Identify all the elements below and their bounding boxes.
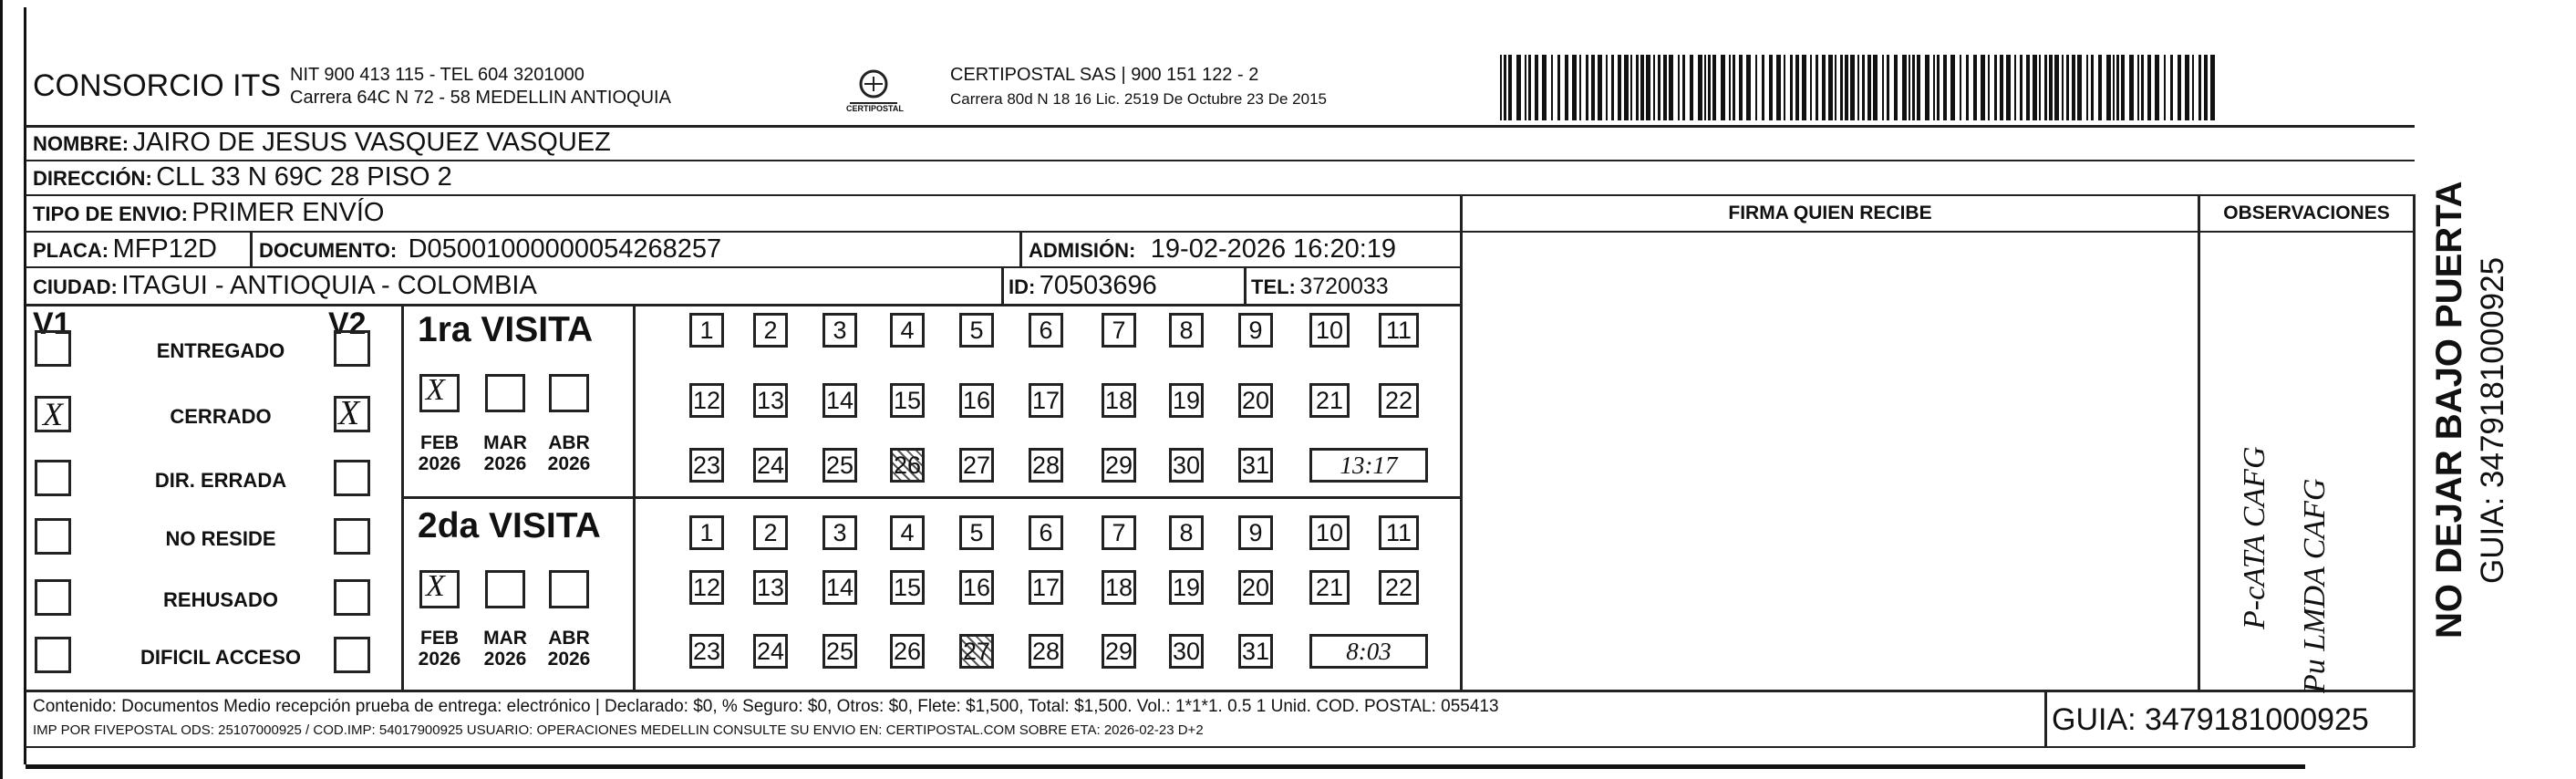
month-name: FEB <box>420 432 459 453</box>
second-visit-day-box[interactable]: 20 <box>1238 570 1273 605</box>
barcode-bar <box>2192 55 2194 120</box>
barcode-bar <box>1712 55 1716 120</box>
month-label <box>412 432 467 474</box>
barcode-bar <box>2049 55 2053 120</box>
name-label: NOMBRE: <box>33 132 129 155</box>
barcode-bar <box>2106 55 2111 120</box>
hline <box>26 160 2415 161</box>
month-name: MAR <box>483 628 527 649</box>
second-visit-day-box[interactable]: 3 <box>822 515 857 550</box>
first-visit-day-box[interactable]: 3 <box>822 313 857 348</box>
barcode-bar <box>1636 55 1639 120</box>
barcode-bar <box>1988 55 1990 120</box>
barcode-bar <box>2129 55 2134 120</box>
vline <box>1244 268 1247 305</box>
barcode-bar <box>1721 55 1725 120</box>
barcode-bar <box>2155 55 2159 120</box>
second-visit-day-box[interactable]: 26 <box>890 634 925 669</box>
first-visit-day-box[interactable]: 7 <box>1102 313 1136 348</box>
visit-option-label: ENTREGADO <box>156 339 285 362</box>
tel-label: TEL: <box>1251 275 1296 298</box>
admission-value: 19-02-2026 16:20:19 <box>1150 234 1397 264</box>
barcode-bar <box>1640 55 1644 120</box>
barcode-bar <box>2116 55 2119 120</box>
second-visit-day-box[interactable]: 18 <box>1102 570 1136 605</box>
barcode-bar <box>1810 55 1812 120</box>
bottom-edge <box>26 764 2305 769</box>
logo-text: CERTIPOSTAL <box>846 104 904 113</box>
imp-line: IMP POR FIVEPOSTAL ODS: 25107000925 / COD.IMP: 54017900925 USUARIO: OPERACIONES MEDELLIN CONSULTE SU ENVIO EN: CERTIPOSTAL.COM SOBRE ETA: 2026-02-23 D+2 <box>33 722 1204 738</box>
hline <box>26 194 2415 196</box>
month-year: 2026 <box>483 649 527 670</box>
month-name: MAR <box>483 432 527 453</box>
barcode-bar <box>1646 55 1650 120</box>
barcode-bar <box>2178 55 2181 120</box>
barcode-bar <box>1551 55 1553 120</box>
first-visit-day-box[interactable]: 29 <box>1102 448 1136 483</box>
inner-left-edge <box>24 7 26 764</box>
barcode-bar <box>2044 55 2047 120</box>
month-label <box>542 628 596 670</box>
barcode-bar <box>1784 55 1785 120</box>
courier-address: Carrera 80d N 18 16 Lic. 2519 De Octubre 23 De 2015 <box>950 90 1327 108</box>
barcode-bar <box>2072 55 2075 120</box>
first-visit-day-box[interactable]: 24 <box>753 448 788 483</box>
admission-field <box>1029 234 1396 265</box>
barcode-bar <box>1850 55 1855 120</box>
type-row <box>33 198 384 228</box>
barcode-bar <box>2033 55 2037 120</box>
v2-checkbox[interactable] <box>334 460 370 496</box>
barcode-bar <box>1618 55 1621 120</box>
first-visit-day-box[interactable]: 9 <box>1238 313 1273 348</box>
city-value: ITAGUI - ANTIOQUIA - COLOMBIA <box>121 271 537 300</box>
barcode-bar <box>1994 55 1997 120</box>
visit-option-label: REHUSADO <box>163 588 278 611</box>
first-visit-day-box[interactable]: 25 <box>822 448 857 483</box>
second-visit-day-box[interactable]: 10 <box>1309 515 1350 550</box>
barcode-bar <box>2062 55 2064 120</box>
barcode-bar <box>1565 55 1568 120</box>
barcode-bar <box>2077 55 2082 120</box>
barcode-bar <box>2026 55 2030 120</box>
first-visit-day-box[interactable]: 18 <box>1102 383 1136 418</box>
barcode-bar <box>1943 55 1947 120</box>
barcode-bar <box>2039 55 2041 120</box>
second-visit-title: 2da VISITA <box>418 506 601 545</box>
month-year: 2026 <box>418 649 461 670</box>
v1-checkbox[interactable] <box>35 330 71 367</box>
barcode-bar <box>1902 55 1907 120</box>
v1-checkbox[interactable] <box>35 637 71 673</box>
barcode-bar <box>1508 55 1512 120</box>
barcode-bar <box>1739 55 1743 120</box>
visit-option-label: DIFICIL ACCESO <box>140 646 301 669</box>
barcode-bar <box>1867 55 1871 120</box>
city-label: CIUDAD: <box>33 275 118 298</box>
second-visit-day-box[interactable]: 25 <box>822 634 857 669</box>
barcode-bar <box>1894 55 1898 120</box>
second-visit-day-box[interactable]: 21 <box>1309 570 1350 605</box>
barcode-bar <box>1504 55 1506 120</box>
v2-checkbox[interactable] <box>334 518 370 555</box>
id-field <box>1009 271 1157 301</box>
second-visit-day-box[interactable]: 19 <box>1169 570 1204 605</box>
first-visit-day-box[interactable]: 14 <box>822 383 857 418</box>
hline <box>403 496 1461 499</box>
first-visit-day-box[interactable]: 1 <box>689 313 724 348</box>
company-name: CONSORCIO ITS <box>33 68 282 103</box>
admission-label: ADMISIÓN: <box>1029 239 1136 262</box>
first-visit-day-box[interactable]: 2 <box>753 313 788 348</box>
second-visit-day-box[interactable]: 15 <box>890 570 925 605</box>
content-line: Contenido: Documentos Medio recepción prueba de entrega: electrónico | Declarado: $0, % Seguro: $0, Otros: $0, Flete: $1,500, Total: $1,500. Vol.: 1*1*1. 0.5 1 Unid. COD. POSTAL: 055413 <box>33 697 1499 716</box>
second-visit-day-box[interactable]: 1 <box>689 515 724 550</box>
signature-header: FIRMA QUIEN RECIBE <box>1728 203 1932 223</box>
barcode-bar <box>2000 55 2003 120</box>
barcode-bar <box>2164 55 2166 120</box>
second-visit-day-box[interactable]: 8 <box>1169 515 1204 550</box>
document-value: D05001000000054268257 <box>408 234 722 264</box>
month-checkbox[interactable] <box>485 374 525 412</box>
second-visit-day-box[interactable]: 17 <box>1029 570 1063 605</box>
barcode-bar <box>1769 55 1773 120</box>
barcode-bar <box>2137 55 2139 120</box>
first-visit-day-box[interactable]: 30 <box>1169 448 1204 483</box>
barcode-bar <box>2066 55 2069 120</box>
barcode-bar <box>1835 55 1836 120</box>
vline <box>2044 690 2047 746</box>
company-address: Carrera 64C N 72 - 58 MEDELLIN ANTIOQUIA <box>290 88 671 108</box>
first-visit-title: 1ra VISITA <box>418 310 594 349</box>
visit-option-label: DIR. ERRADA <box>154 469 287 492</box>
barcode-bar <box>1669 55 1673 120</box>
barcode-bar <box>2141 55 2144 120</box>
vline <box>1019 233 1022 267</box>
month-year: 2026 <box>483 453 527 474</box>
barcode-bar <box>2185 55 2189 120</box>
second-visit-day-box[interactable]: 16 <box>959 570 994 605</box>
barcode-bar <box>1729 55 1731 120</box>
barcode-bar <box>1909 55 1910 120</box>
barcode-bar <box>1857 55 1859 120</box>
month-label <box>412 628 467 670</box>
barcode-bar <box>1528 55 1531 120</box>
barcode-bar <box>1776 55 1781 120</box>
plate-value: MFP12D <box>112 234 217 264</box>
barcode-bar <box>1557 55 1560 120</box>
month-checkbox[interactable] <box>419 374 460 412</box>
shipment-type: PRIMER ENVÍO <box>191 198 385 227</box>
barcode-bar <box>1840 55 1843 120</box>
first-visit-day-box[interactable]: 26 <box>890 448 925 483</box>
address-row <box>33 162 452 192</box>
barcode-bar <box>1658 55 1660 120</box>
hline <box>26 690 2415 692</box>
hline <box>1463 231 2413 233</box>
barcode-bar <box>1816 55 1818 120</box>
visit-option-label: CERRADO <box>170 405 272 428</box>
first-visit-day-box[interactable]: 23 <box>689 448 724 483</box>
barcode-bar <box>2121 55 2125 120</box>
guia-box: GUIA: 3479181000925 <box>2052 702 2369 737</box>
certipostal-logo <box>846 64 904 119</box>
month-year: 2026 <box>547 649 591 670</box>
month-name: ABR <box>548 628 590 649</box>
second-visit-day-box[interactable]: 30 <box>1169 634 1204 669</box>
first-visit-day-box[interactable]: 28 <box>1029 448 1063 483</box>
first-visit-day-box[interactable]: 16 <box>959 383 994 418</box>
first-visit-day-box[interactable]: 20 <box>1238 383 1273 418</box>
courier-name: CERTIPOSTAL SAS | 900 151 122 - 2 <box>950 65 1259 85</box>
barcode-bar <box>1704 55 1706 120</box>
tel-field <box>1251 274 1389 300</box>
plate-field <box>33 234 217 265</box>
barcode-bar <box>1822 55 1826 120</box>
barcode-bar <box>1535 55 1538 120</box>
second-visit-day-box[interactable]: 12 <box>689 570 724 605</box>
barcode-bar <box>2198 55 2201 120</box>
second-visit-day-box[interactable]: 27 <box>959 634 994 669</box>
vline <box>1001 268 1004 305</box>
month-label <box>478 628 533 670</box>
month-name: ABR <box>548 432 590 453</box>
check-mark: X <box>43 396 63 432</box>
barcode-bar <box>1611 55 1614 120</box>
barcode-bar <box>1925 55 1929 120</box>
second-visit-day-box[interactable]: 2 <box>753 515 788 550</box>
barcode-bar <box>1960 55 1961 120</box>
first-visit-day-box[interactable]: 12 <box>689 383 724 418</box>
check-mark: X <box>338 394 360 432</box>
barcode-bar <box>2014 55 2016 120</box>
barcode-bar <box>1598 55 1602 120</box>
check-mark: X <box>426 569 445 603</box>
barcode-bar <box>2086 55 2088 120</box>
barcode-bar <box>1755 55 1757 120</box>
barcode-bar <box>1624 55 1629 120</box>
month-checkbox[interactable] <box>419 570 460 608</box>
barcode-bar <box>2147 55 2151 120</box>
second-visit-day-box[interactable]: 24 <box>753 634 788 669</box>
barcode-bar <box>1591 55 1595 120</box>
first-visit-day-box[interactable]: 6 <box>1029 313 1063 348</box>
second-visit-day-box[interactable]: 22 <box>1379 570 1419 605</box>
side-guia: GUIA: 3479181000925 <box>2475 256 2510 584</box>
v1-checkbox[interactable] <box>35 460 71 496</box>
first-visit-day-box[interactable]: 10 <box>1309 313 1350 348</box>
second-visit-day-box[interactable]: 13 <box>753 570 788 605</box>
barcode-bar <box>1933 55 1935 120</box>
barcode-bar <box>1966 55 1969 120</box>
month-label <box>478 432 533 474</box>
v2-checkbox[interactable] <box>334 330 370 367</box>
month-year: 2026 <box>418 453 461 474</box>
v1-checkbox[interactable] <box>35 396 71 432</box>
document-label: DOCUMENTO: <box>259 239 398 262</box>
barcode-bar <box>1733 55 1735 120</box>
barcode-bar <box>1937 55 1940 120</box>
barcode-bar <box>2091 55 2094 120</box>
hline <box>26 231 1462 233</box>
barcode-bar <box>1795 55 1799 120</box>
city-row <box>33 271 537 301</box>
month-year: 2026 <box>547 453 591 474</box>
barcode-bar <box>1630 55 1632 120</box>
barcode-bar <box>1698 55 1702 120</box>
barcode-bar <box>1500 55 1502 120</box>
recipient-address: CLL 33 N 69C 28 PISO 2 <box>156 162 452 192</box>
month-name: FEB <box>420 628 459 649</box>
barcode-bar <box>1572 55 1577 120</box>
second-visit-day-box[interactable]: 28 <box>1029 634 1063 669</box>
barcode-bar <box>2098 55 2102 120</box>
check-mark: X <box>426 373 445 407</box>
month-checkbox[interactable] <box>485 570 525 608</box>
company-nit: NIT 900 413 115 - TEL 604 3201000 <box>290 65 585 85</box>
recipient-name: JAIRO DE JESUS VASQUEZ VASQUEZ <box>132 128 611 157</box>
tel-value: 3720033 <box>1299 274 1389 299</box>
hline <box>26 746 2415 748</box>
v2-checkbox[interactable] <box>334 396 370 432</box>
barcode-bar <box>1973 55 1977 120</box>
barcode-bar <box>2006 55 2011 120</box>
barcode-bar <box>1525 55 1526 120</box>
first-visit-day-box[interactable]: 4 <box>890 313 925 348</box>
left-edge <box>0 0 3 779</box>
vline <box>1460 194 1463 691</box>
barcode-bar <box>1606 55 1608 120</box>
first-visit-day-box[interactable]: 21 <box>1309 383 1350 418</box>
name-row <box>33 128 611 158</box>
barcode-bar <box>1586 55 1588 120</box>
barcode-bar <box>1887 55 1889 120</box>
barcode-bar <box>2170 55 2173 120</box>
barcode-bar <box>2020 55 2023 120</box>
barcode-bar <box>2054 55 2059 120</box>
second-visit-day-box[interactable]: 6 <box>1029 515 1063 550</box>
barcode-bar <box>1746 55 1751 120</box>
barcode-bar <box>1873 55 1878 120</box>
vline <box>2198 194 2200 691</box>
first-visit-day-box[interactable]: 31 <box>1238 448 1273 483</box>
document-field <box>259 234 721 265</box>
barcode-bar <box>1678 55 1680 120</box>
vline <box>2413 194 2416 747</box>
barcode-bar <box>1653 55 1655 120</box>
barcode-bar <box>1516 55 1521 120</box>
v1-header: V1 <box>33 306 71 341</box>
barcode-bar <box>1762 55 1764 120</box>
v2-checkbox[interactable] <box>334 637 370 673</box>
side-warning: NO DEJAR BAJO PUERTA <box>2429 181 2469 639</box>
barcode <box>1500 55 2229 120</box>
v1-checkbox[interactable] <box>35 518 71 555</box>
first-visit-day-box[interactable]: 13 <box>753 383 788 418</box>
signature-area[interactable] <box>1464 234 2196 688</box>
v1-checkbox[interactable] <box>35 579 71 616</box>
observations-header: OBSERVACIONES <box>2223 203 2390 223</box>
v2-checkbox[interactable] <box>334 579 370 616</box>
v2-header: V2 <box>328 306 367 341</box>
first-visit-day-box[interactable]: 22 <box>1379 383 1419 418</box>
barcode-bar <box>1882 55 1884 120</box>
observation-note-1: P-cATA CAFG <box>2238 446 2271 629</box>
first-visit-day-box[interactable]: 17 <box>1029 383 1063 418</box>
barcode-bar <box>1690 55 1693 120</box>
barcode-bar <box>1912 55 1915 120</box>
barcode-bar <box>1708 55 1711 120</box>
barcode-bar <box>1845 55 1848 120</box>
month-checkbox[interactable] <box>549 570 589 608</box>
barcode-bar <box>1862 55 1865 120</box>
barcode-bar <box>2204 55 2208 120</box>
second-visit-day-box[interactable]: 5 <box>959 515 994 550</box>
address-label: DIRECCIÓN: <box>33 167 152 190</box>
second-visit-day-box[interactable]: 23 <box>689 634 724 669</box>
barcode-bar <box>2210 55 2215 120</box>
month-label <box>542 432 596 474</box>
month-checkbox[interactable] <box>549 374 589 412</box>
first-visit-day-box[interactable]: 19 <box>1169 383 1204 418</box>
first-visit-day-box[interactable]: 11 <box>1379 313 1419 348</box>
barcode-bar <box>1828 55 1833 120</box>
first-visit-time[interactable]: 13:17 <box>1309 448 1428 483</box>
barcode-bar <box>1917 55 1920 120</box>
second-visit-day-box[interactable]: 11 <box>1379 515 1419 550</box>
first-visit-day-box[interactable]: 15 <box>890 383 925 418</box>
barcode-bar <box>1790 55 1793 120</box>
first-visit-day-box[interactable]: 8 <box>1169 313 1204 348</box>
visit-option-label: NO RESIDE <box>165 527 276 550</box>
id-value: 70503696 <box>1039 271 1157 300</box>
second-visit-day-box[interactable]: 4 <box>890 515 925 550</box>
plate-label: PLACA: <box>33 239 109 262</box>
barcode-bar <box>1542 55 1547 120</box>
barcode-bar <box>2113 55 2115 120</box>
barcode-bar <box>1802 55 1806 120</box>
second-visit-day-box[interactable]: 29 <box>1102 634 1136 669</box>
barcode-bar <box>1981 55 1985 120</box>
second-visit-day-box[interactable]: 14 <box>822 570 857 605</box>
barcode-bar <box>1579 55 1581 120</box>
barcode-bar <box>1950 55 1955 120</box>
id-label: ID: <box>1009 275 1036 298</box>
second-visit-time[interactable]: 8:03 <box>1309 634 1428 669</box>
observation-note-2: Pu LMDA CAFG <box>2298 478 2332 693</box>
type-label: TIPO DE ENVIO: <box>33 203 188 225</box>
barcode-bar <box>1663 55 1667 120</box>
first-visit-day-box[interactable]: 27 <box>959 448 994 483</box>
second-visit-day-box[interactable]: 31 <box>1238 634 1273 669</box>
first-visit-day-box[interactable]: 5 <box>959 313 994 348</box>
second-visit-day-box[interactable]: 9 <box>1238 515 1273 550</box>
vline <box>250 233 253 267</box>
second-visit-day-box[interactable]: 7 <box>1102 515 1136 550</box>
barcode-bar <box>1682 55 1685 120</box>
